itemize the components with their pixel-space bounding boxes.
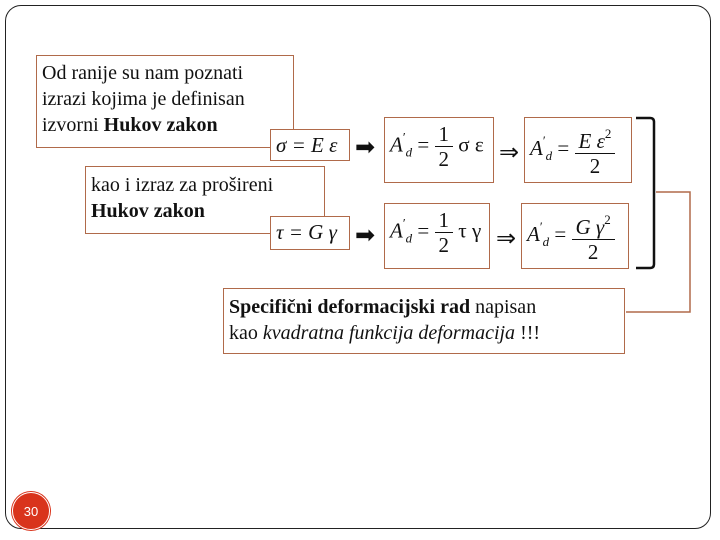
work-G-equation: $A'_d$ = $\frac{G \gamma^2}{2}$: [527, 208, 615, 264]
slide-number-badge: 30: [12, 492, 50, 530]
summary-text: [229, 294, 625, 346]
summary-line-1: Specifični deformacijski rad napisan: [229, 296, 537, 318]
summary-line-2: kao kvadratna funkcija deformacija !!!: [229, 322, 541, 344]
right-arrow-icon: ➡: [355, 133, 376, 161]
work-E-equation: $A'_d$ = $\frac{E \varepsilon^2}{2}$: [530, 122, 615, 178]
intro-line-2: izrazi kojima je definisan: [42, 88, 245, 110]
implies-arrow-icon-2: ⇒: [496, 224, 517, 252]
hooke-law-label: Hukov zakon: [103, 114, 218, 136]
extended-line-1: kao i izraz za prošireni: [91, 174, 274, 196]
specific-work-label: Specifični deformacijski rad: [229, 296, 471, 318]
hooke-equation: σ = E ε: [276, 133, 338, 157]
right-arrow-icon-2: ➡: [355, 221, 376, 249]
implies-arrow-icon: ⇒: [499, 138, 520, 166]
shear-equation: τ = G γ: [276, 220, 337, 244]
work-sigma-equation: $A'_d$ = $\frac{1}{2}$ σ ε: [390, 122, 484, 171]
intro-line-1: Od ranije su nam poznati: [42, 62, 244, 84]
extended-hooke-label: Hukov zakon: [91, 200, 205, 222]
work-tau-equation: $A'_d$ = $\frac{1}{2}$ τ γ: [390, 208, 482, 257]
intro-line-3: izvorni Hukov zakon: [42, 114, 218, 136]
intro-text: [42, 60, 297, 138]
